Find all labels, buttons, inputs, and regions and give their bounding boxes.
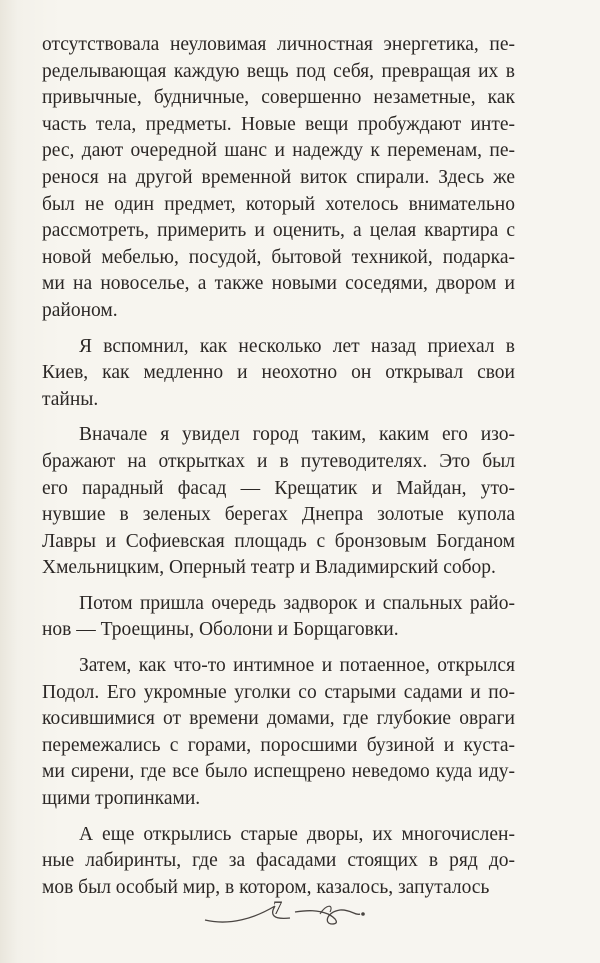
paragraph <box>42 334 515 414</box>
text-line: тайны. <box>42 388 99 410</box>
text-line: привычные, будничные, совершенно незаметные, как <box>42 87 515 109</box>
text-line: Вначале я увидел город таким, каким его изо- <box>79 424 515 446</box>
text-line: нов — Троещины, Оболони и Борщаговки. <box>42 619 399 641</box>
text-line: нувшие в зеленых берегах Днепра золотые купола <box>42 504 515 526</box>
text-line: районом. <box>42 299 118 321</box>
page-footer <box>0 896 600 930</box>
paragraph <box>42 653 515 813</box>
text-line: Киев, как медленно и неохотно он открывал свои <box>42 362 515 384</box>
text-line: был не один предмет, который хотелось внимательно <box>42 193 515 215</box>
text-line: Затем, как что-то интимное и потаенное, открылся <box>79 655 515 677</box>
text-line: ми сирени, где все было испещрено неведомо куда иду- <box>42 761 515 783</box>
paragraph <box>42 422 515 582</box>
text-line: рес, дают очередной шанс и надежду к переменам, пе- <box>42 140 515 162</box>
text-line: часть тела, предметы. Новые вещи пробуждают инте- <box>42 113 515 135</box>
text-line: А еще открылись старые дворы, их многочислен- <box>79 823 515 845</box>
flourish-ornament-icon <box>200 896 400 930</box>
text-line: перемежались с горами, поросшими бузиной и куста- <box>42 734 515 756</box>
text-line: Лавры и Софиевская площадь с бронзовым Богданом <box>42 530 515 552</box>
paragraph <box>42 822 515 902</box>
text-line: ределывающая каждую вещь под себя, превращая их в <box>42 60 515 82</box>
text-line: рассмотреть, примерить и оценить, а целая квартира с <box>42 220 515 242</box>
text-line: Потом пришла очередь задворок и спальных райо- <box>79 592 515 614</box>
paragraph <box>42 32 515 325</box>
text-line: бражают на открытках и в путеводителях. Это был <box>42 450 515 472</box>
text-line: Хмельницким, Оперный театр и Владимирский собор. <box>42 557 496 579</box>
text-line: Я вспомнил, как несколько лет назад приехал в <box>79 335 515 357</box>
paragraph <box>42 591 515 644</box>
text-line: мов был особый мир, в котором, казалось, запуталось <box>42 876 490 898</box>
text-line: новой мебелью, посудой, бытовой техникой, подарка- <box>42 246 515 268</box>
page-body-text <box>42 32 515 910</box>
text-line: отсутствовала неуловимая личностная энергетика, пе- <box>42 34 515 55</box>
text-line: Подол. Его укромные уголки со старыми садами и по- <box>42 681 515 703</box>
text-line: ми на новоселье, а также новыми соседями, двором и <box>42 273 515 295</box>
text-line: косившимися от времени домами, где глубокие овраги <box>42 708 515 730</box>
text-line: ренося на другой временной виток спирали. Здесь же <box>42 166 515 188</box>
text-line: ные лабиринты, где за фасадами стоящих в ряд до- <box>42 850 515 872</box>
text-line: щими тропинками. <box>42 788 201 810</box>
page-number: 7 <box>273 898 283 919</box>
text-line: его парадный фасад — Крещатик и Майдан, уто- <box>42 477 515 499</box>
